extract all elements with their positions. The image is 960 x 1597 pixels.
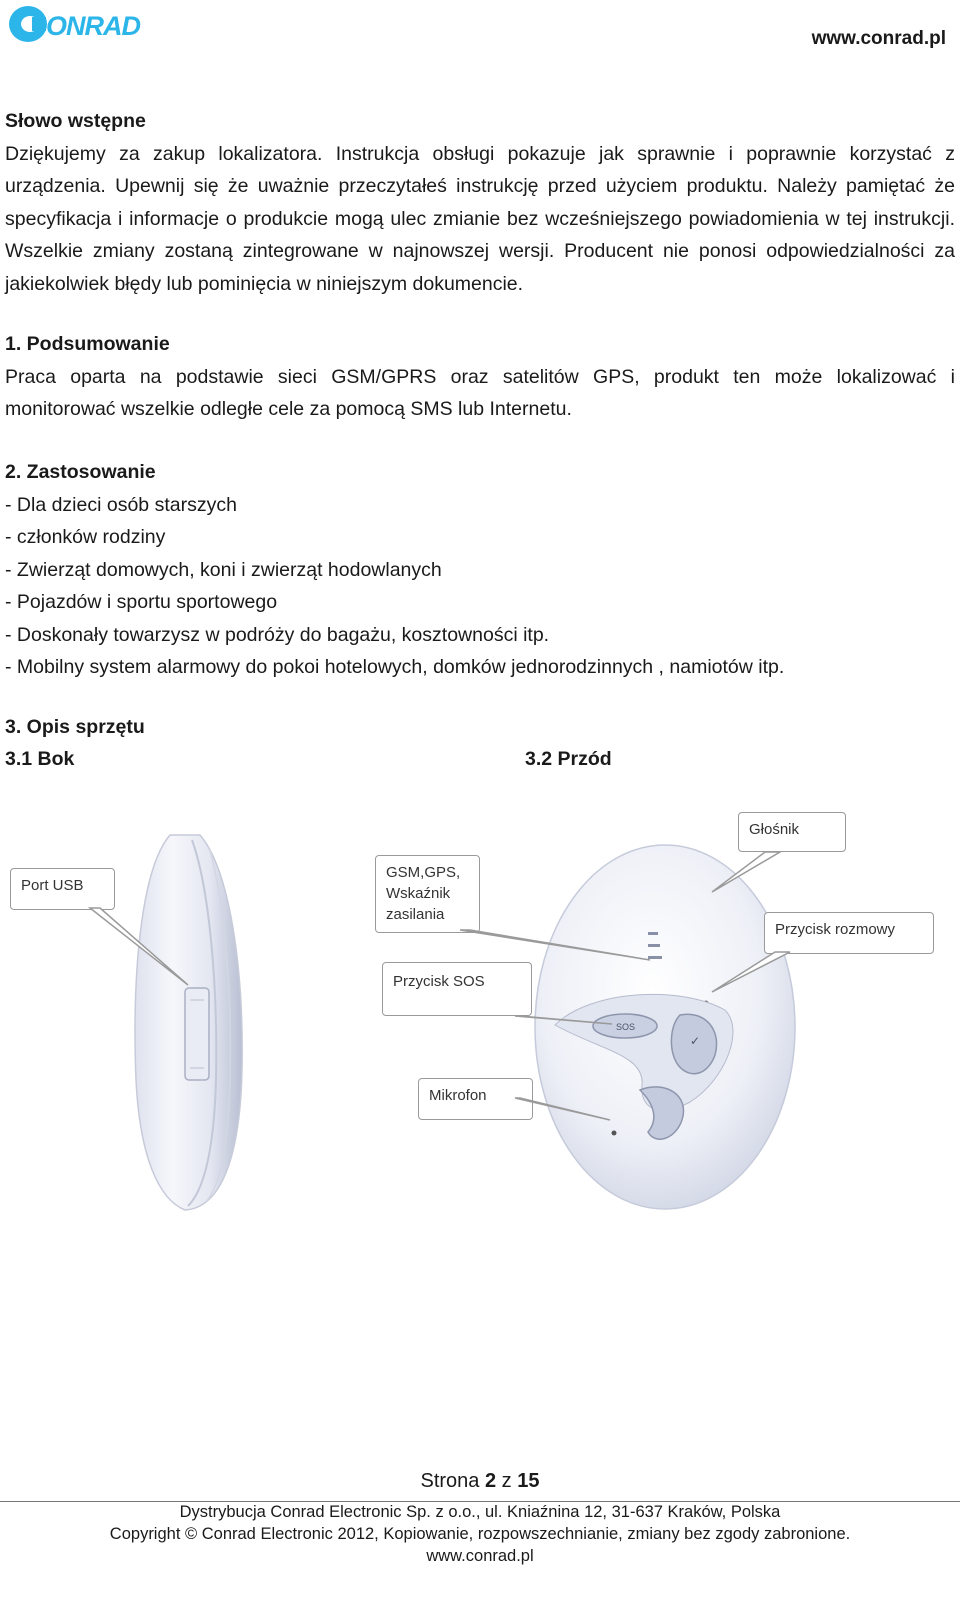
callout-sos-button: Przycisk SOS — [382, 962, 532, 1016]
callout-speaker: Głośnik — [738, 812, 846, 852]
callout-port-usb: Port USB — [10, 868, 115, 910]
page-mid: z — [496, 1470, 518, 1492]
preface-section — [5, 105, 955, 300]
usage-section — [5, 456, 955, 684]
summary-title: 1. Podsumowanie — [5, 333, 170, 355]
footer-distribution: Dystrybucja Conrad Electronic Sp. z o.o., ul. Kniaźnina 12, 31-637 Kraków, Polska — [179, 1503, 781, 1521]
preface-body: Dziękujemy za zakup lokalizatora. Instrukcja obsługi pokazuje jak sprawnie i poprawnie korzystać z urządzenia. Upewnij się że uważnie przeczytałeś instrukcję przed użyciem produktu. Należy pamiętać że specyfikacja i informacje o produkcie mogą ulec zmianie bez wcześniejszego powiadomienia w tej instrukcji. Wszelkie zmiany zostaną zintegrowane w najnowszej wersji. Producent nie ponosi odpowiedzialności za jakiekolwiek błędy lub pominięcia w niniejszym dokumencie. — [5, 142, 955, 295]
usage-item: - Mobilny system alarmowy do pokoi hotelowych, domków jednorodzinnych , namiotów itp. — [5, 656, 785, 678]
page-total: 15 — [517, 1470, 540, 1492]
hardware-section — [5, 711, 955, 744]
footer-copyright: Copyright © Conrad Electronic 2012, Kopiowanie, rozpowszechnianie, zmiany bez zgody zabronione. — [109, 1525, 851, 1543]
callout-gsm-gps: GSM,GPS, Wskaźnik zasilania — [375, 855, 480, 933]
hardware-title: 3. Opis sprzętu — [5, 716, 145, 738]
usage-item: - Dla dzieci osób starszych — [5, 493, 237, 516]
svg-text:ONRAD: ONRAD — [46, 11, 140, 41]
svg-text:✓: ✓ — [690, 1034, 701, 1048]
usage-item: - Zwierząt domowych, koni i zwierząt hodowlanych — [5, 558, 442, 581]
usage-item: - Doskonały towarzysz w podróży do bagażu, kosztowności itp. — [5, 623, 550, 646]
usage-title: 2. Zastosowanie — [5, 461, 156, 483]
footer-url: www.conrad.pl — [426, 1547, 534, 1565]
side-view-title: 3.1 Bok — [5, 748, 75, 770]
summary-section — [5, 328, 955, 426]
summary-body: Praca oparta na podstawie sieci GSM/GPRS oraz satelitów GPS, produkt ten może lokalizować i monitorować wszelkie odległe cele za pomocą SMS lub Internetu. — [5, 365, 955, 420]
callout-pointers — [0, 780, 960, 1230]
page-current: 2 — [484, 1470, 497, 1492]
callout-call-button: Przycisk rozmowy — [764, 912, 934, 954]
usage-item: - Pojazdów i sportu sportowego — [5, 591, 278, 613]
conrad-logo — [6, 2, 166, 46]
page-number — [0, 1470, 960, 1493]
sos-label-text: SOS — [616, 1022, 636, 1032]
callout-microphone: Mikrofon — [418, 1078, 533, 1120]
front-view-title: 3.2 Przód — [525, 748, 612, 770]
site-url: www.conrad.pl — [811, 28, 946, 49]
preface-title: Słowo wstępne — [5, 110, 146, 132]
usage-item: - członków rodziny — [5, 526, 166, 548]
page-prefix: Strona — [420, 1470, 485, 1492]
